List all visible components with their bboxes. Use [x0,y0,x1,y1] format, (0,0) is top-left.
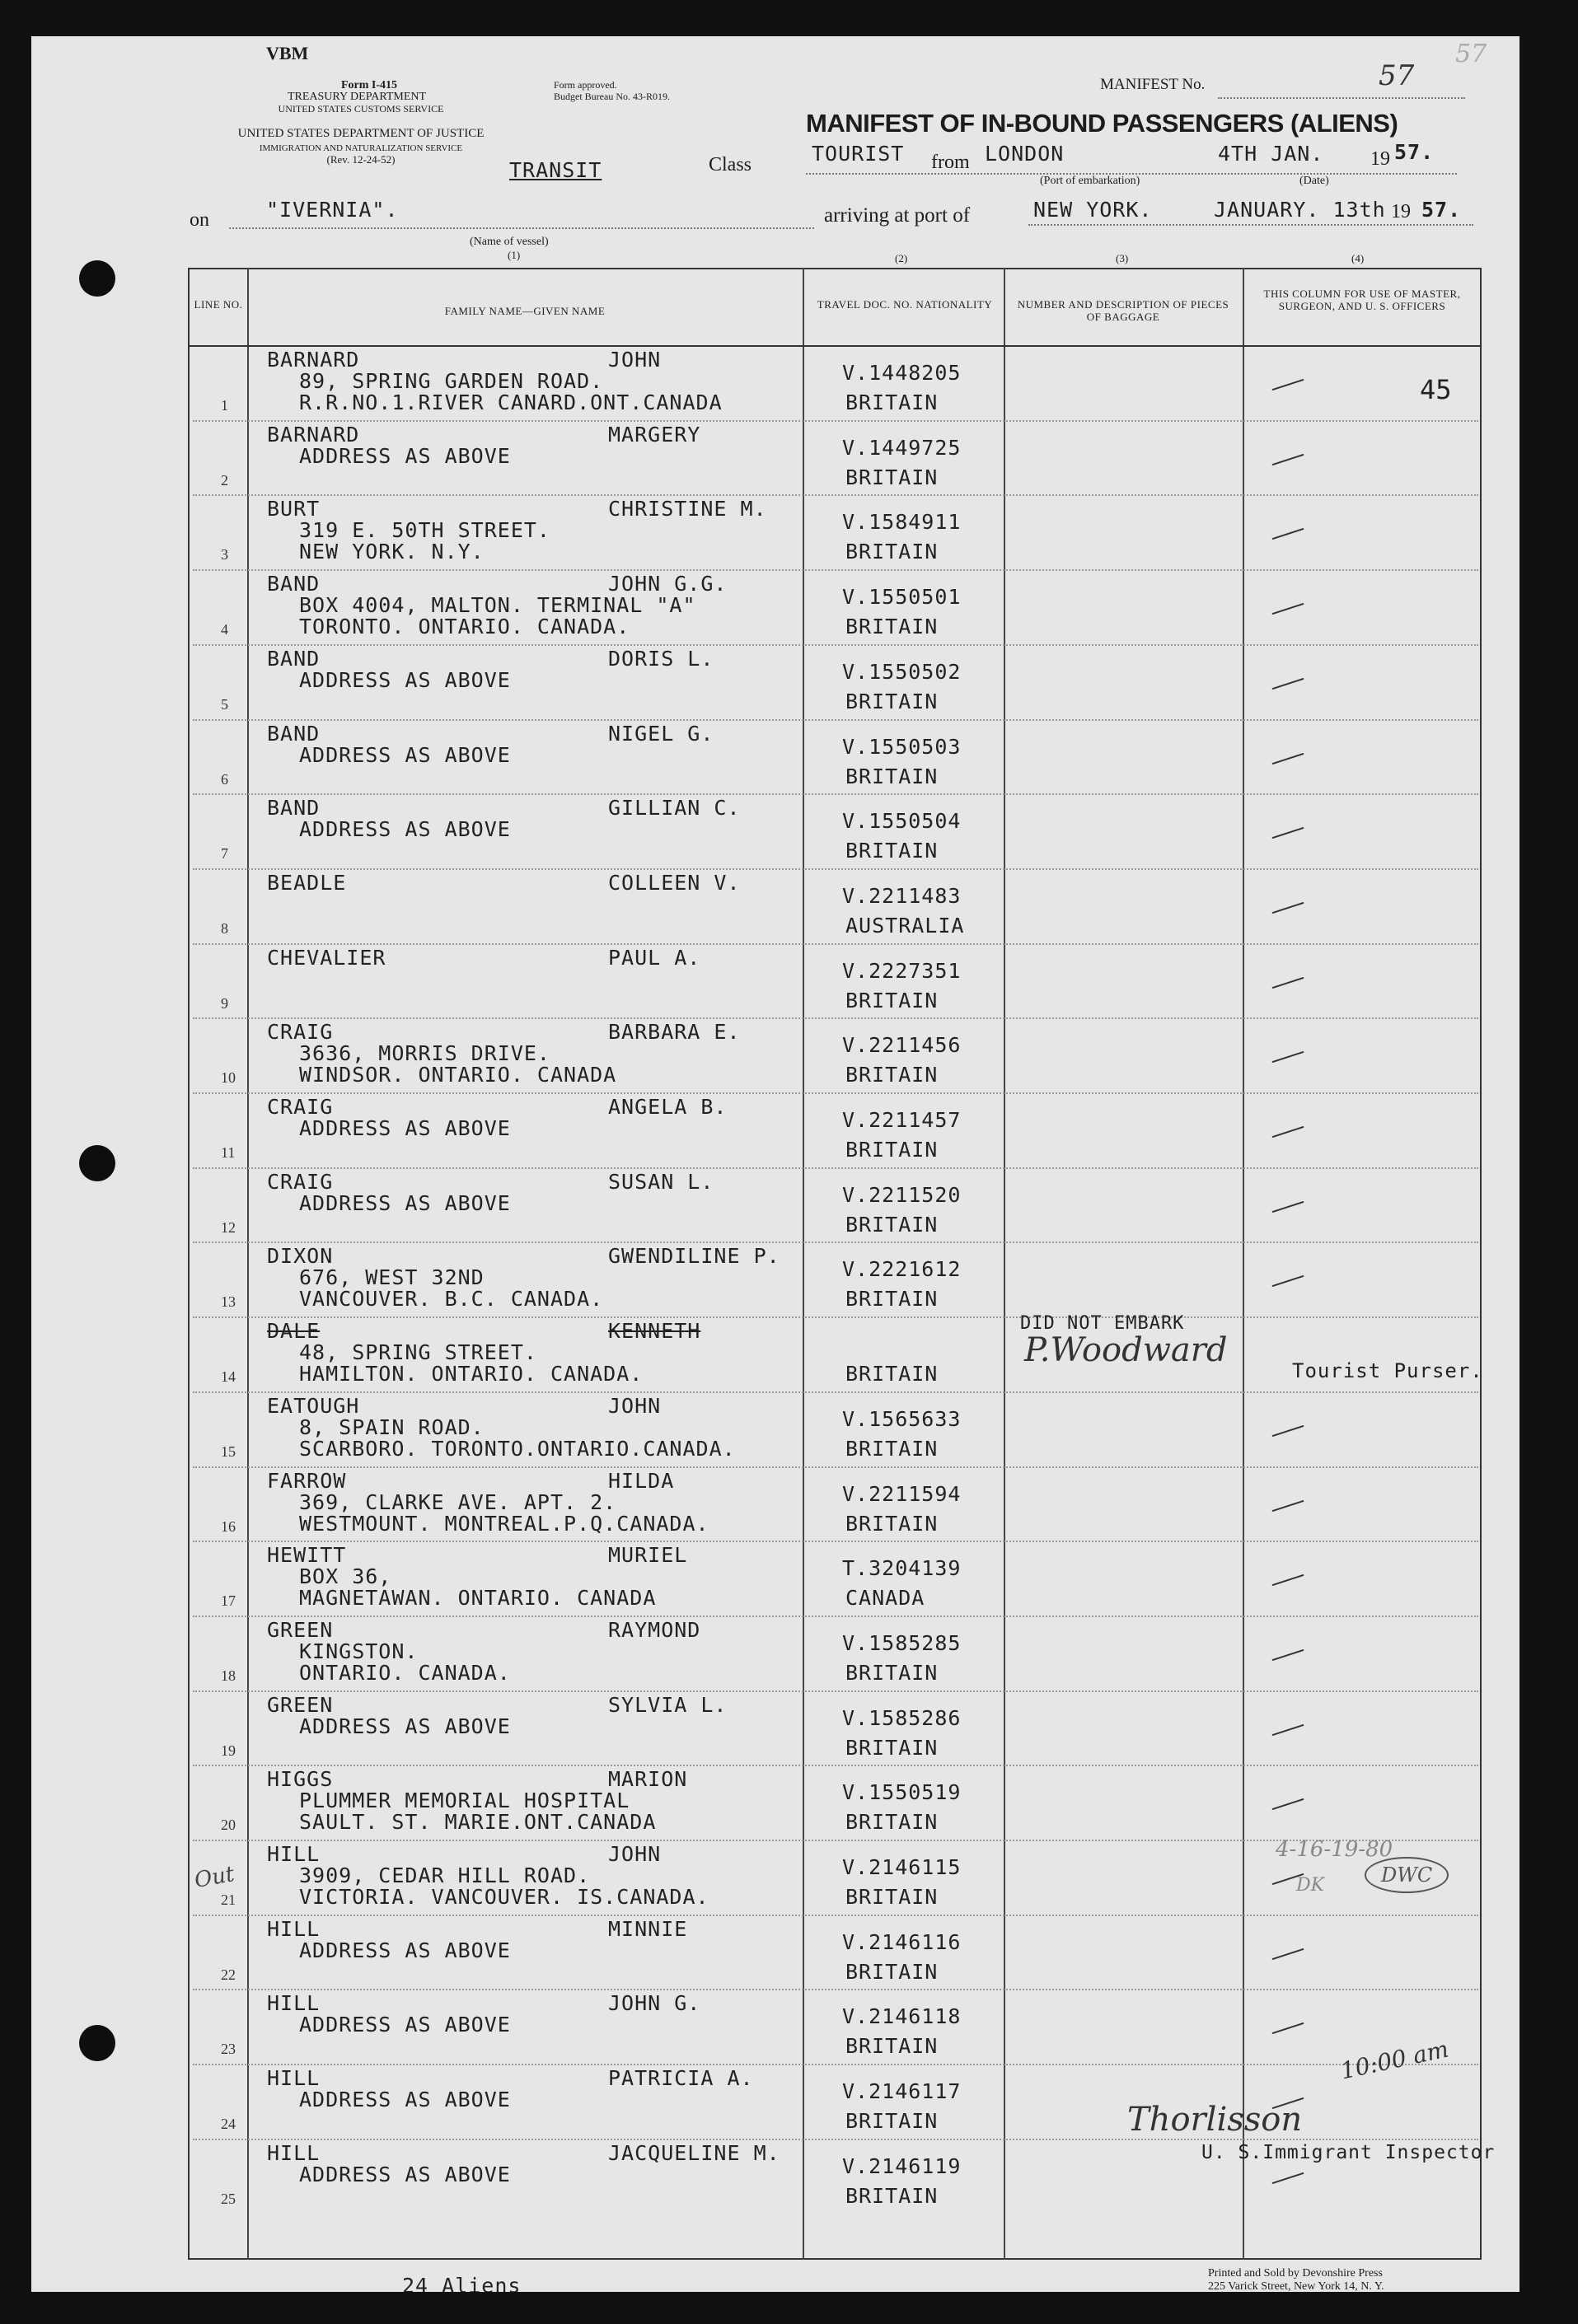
address-line-1: ADDRESS AS ABOVE [299,2013,511,2037]
officer-tick-mark [1272,1649,1304,1661]
nationality: BRITAIN [845,390,939,414]
officer-tick-mark [1272,976,1304,988]
nationality: BRITAIN [845,689,939,713]
officer-tick-mark [1272,678,1304,690]
nationality: BRITAIN [845,1810,939,1835]
address-line-2: VANCOUVER. B.C. CANADA. [299,1287,604,1312]
line-number: 18 [221,1667,236,1684]
travel-doc-no: V.2211483 [842,883,962,908]
punch-hole [79,260,115,297]
manifest-underline [1218,97,1465,99]
embark-date: 4TH JAN. [1218,142,1324,166]
vessel-rule [229,227,814,229]
family-name: HIGGS [267,1767,334,1792]
on-label: on [190,209,209,231]
arrival-rule [1028,224,1473,226]
address-line-2: MAGNETAWAN. ONTARIO. CANADA [299,1586,657,1611]
margin-note: Out [192,1862,236,1893]
family-name: BAND [267,646,321,671]
table-row [31,944,1519,1018]
row-divider [193,2064,1478,2066]
family-name: CRAIG [267,1095,334,1119]
address-line-2: NEW YORK. N.Y. [299,540,485,564]
address-line-1: 89, SPRING GARDEN ROAD. [299,369,604,393]
address-line-1: ADDRESS AS ABOVE [299,2088,511,2112]
travel-doc-no: V.2211456 [842,1033,962,1058]
line-number: 16 [221,1517,236,1535]
family-name: HILL [267,1991,321,2016]
nationality: BRITAIN [845,465,939,489]
address-line-1: 48, SPRING STREET. [299,1340,537,1365]
given-name: HILDA [608,1468,675,1493]
address-line-1: BOX 4004, MALTON. TERMINAL "A" [299,593,696,618]
nationality: BRITAIN [845,1212,939,1237]
table-row [31,1168,1519,1242]
line-number: 14 [221,1368,236,1386]
aliens-count: 24 Aliens [402,2274,522,2292]
officer-tick-mark [1272,1051,1304,1063]
class-label: Class [709,154,752,175]
given-name: BARBARA E. [608,1020,741,1045]
revision-date: (Rev. 12-24-52) [326,153,396,166]
table-row [31,570,1519,644]
travel-doc-no: V.2211594 [842,1481,962,1506]
officer-tick-mark [1272,827,1304,839]
address-line-1: ADDRESS AS ABOVE [299,2162,511,2186]
address-line-1: ADDRESS AS ABOVE [299,1938,511,1962]
col2-caption: (2) [895,252,908,264]
line-number: 13 [221,1293,236,1311]
table-row [31,1765,1519,1840]
address-line-1: ADDRESS AS ABOVE [299,667,511,692]
address-line-1: 3909, CEDAR HILL ROAD. [299,1863,591,1887]
travel-doc-no: T.3204139 [842,1556,962,1581]
row-divider [193,1915,1478,1917]
travel-doc-no: V.1448205 [842,361,962,385]
table-row [31,1467,1519,1541]
transit-label: TRANSIT [509,158,602,182]
table-row [31,1541,1519,1616]
row-divider [193,719,1478,722]
address-line-2: ONTARIO. CANADA. [299,1660,511,1685]
row-divider [193,644,1478,647]
table-row [31,869,1519,943]
manifest-title: MANIFEST OF IN-BOUND PASSENGERS (ALIENS) [806,109,1398,138]
col-header-baggage: NUMBER AND DESCRIPTION OF PIECES OF BAGGAGE [1017,298,1229,323]
row-divider [193,494,1478,497]
table-row [31,1392,1519,1466]
manifest-label: MANIFEST No. [1100,76,1206,93]
line-number: 17 [221,1592,236,1610]
family-name: DALE [267,1319,321,1344]
address-line-1: 676, WEST 32ND [299,1265,485,1290]
date-note: 4-16-19-80 [1276,1837,1393,1862]
nationality: BRITAIN [845,1885,939,1909]
row-divider [193,868,1478,871]
table-row [31,645,1519,719]
travel-doc-no: V.1550502 [842,659,962,684]
address-line-1: 8, SPAIN ROAD. [299,1415,485,1439]
officer-tick-mark [1272,1425,1304,1437]
col-header-travel: TRAVEL DOC. NO. NATIONALITY [817,298,993,311]
family-name: CRAIG [267,1169,334,1194]
col-header-officers: THIS COLUMN FOR USE OF MASTER, SURGEON, AND U. S. OFFICERS [1263,288,1461,312]
family-name: BARNARD [267,348,360,372]
given-name: NIGEL G. [608,721,714,746]
col3-caption: (3) [1116,252,1129,264]
family-name: DIXON [267,1244,334,1269]
address-line-2: R.R.NO.1.RIVER CANARD.ONT.CANADA [299,390,723,414]
travel-doc-no: V.2146119 [842,2153,962,2178]
address-line-2: WESTMOUNT. MONTREAL.P.Q.CANADA. [299,1511,709,1536]
travel-doc-no: V.1449725 [842,435,962,460]
treasury-dept: TREASURY DEPARTMENT [287,91,427,103]
did-not-embark: DID NOT EMBARK [1020,1313,1185,1334]
travel-doc-no: V.1584911 [842,510,962,535]
officer-tick-mark [1272,902,1304,914]
family-name: HILL [267,1842,321,1866]
nationality: AUSTRALIA [845,913,965,938]
arrival-port: NEW YORK. [1033,198,1153,222]
officer-tick-mark [1272,1798,1304,1810]
arrival-year: 57. [1421,198,1462,222]
address-line-1: PLUMMER MEMORIAL HOSPITAL [299,1789,630,1813]
officer-tick-mark [1272,1574,1304,1586]
row-divider [193,569,1478,572]
nationality: BRITAIN [845,839,939,863]
time-note: 10:00 am [1338,2035,1451,2085]
manifest-number-hand: 57 [1455,40,1487,68]
travel-doc-no: V.2211520 [842,1182,962,1207]
row-divider [193,1241,1478,1244]
table-row [31,794,1519,868]
embark-year: 57. [1394,140,1435,164]
nationality: BRITAIN [845,1362,939,1386]
row-divider [193,1391,1478,1394]
given-name: JACQUELINE M. [608,2140,780,2165]
officer-tick-mark [1272,752,1304,764]
address-line-2: TORONTO. ONTARIO. CANADA. [299,615,630,639]
line-number: 23 [221,2041,236,2058]
officer-tick-mark [1272,1126,1304,1138]
row-divider [193,420,1478,423]
officer-tick-mark [1272,2022,1304,2034]
officer-tick-mark [1272,603,1304,615]
purser-signature: P.Woodward [1024,1331,1228,1369]
printer-line-2: 225 Varick Street, New York 14, N. Y. [1208,2280,1384,2292]
address-line-1: ADDRESS AS ABOVE [299,742,511,767]
family-name: GREEN [267,1692,334,1717]
travel-doc-no: V.2227351 [842,958,962,983]
address-line-1: BOX 36, [299,1564,392,1589]
line-number: 19 [221,1742,236,1759]
port-embarkation: LONDON [985,142,1065,166]
family-name: HILL [267,2140,321,2165]
family-name: FARROW [267,1468,347,1493]
address-line-1: ADDRESS AS ABOVE [299,1116,511,1140]
given-name: PAUL A. [608,945,701,970]
travel-doc-no: V.2146116 [842,1929,962,1954]
officer-number: 45 [1420,374,1452,405]
nationality: BRITAIN [845,1735,939,1760]
address-line-2: HAMILTON. ONTARIO. CANADA. [299,1362,644,1386]
given-name: PATRICIA A. [608,2066,754,2091]
line-number: 3 [221,546,228,563]
travel-doc-no: V.2146118 [842,2004,962,2029]
line-number: 10 [221,1069,236,1087]
date-caption: (Date) [1299,175,1329,187]
form-code: VBM [266,43,309,63]
table-row [31,495,1519,569]
address-line-2: VICTORIA. VANCOUVER. IS.CANADA. [299,1885,709,1909]
given-name: MARION [608,1767,688,1792]
line-number: 25 [221,2190,236,2207]
address-line-1: 3636, MORRIS DRIVE. [299,1041,550,1066]
address-line-1: 369, CLARKE AVE. APT. 2. [299,1489,617,1514]
officer-tick-mark [1272,528,1304,540]
given-name: MURIEL [608,1543,688,1568]
col1-caption: (1) [508,249,521,261]
row-divider [193,943,1478,946]
nationality: BRITAIN [845,1138,939,1162]
given-name: JOHN [608,348,662,372]
travel-doc-no: V.1585285 [842,1630,962,1655]
nationality: CANADA [845,1586,925,1611]
line-number: 1 [221,397,228,414]
line-number: 15 [221,1443,236,1460]
given-name: SYLVIA L. [608,1692,728,1717]
travel-doc-no: V.2211457 [842,1108,962,1132]
manifest-number: 57 [1379,59,1415,92]
col-header-name: FAMILY NAME—GIVEN NAME [444,305,606,317]
family-name: BAND [267,796,321,821]
printer-line-1: Printed and Sold by Devonshire Press [1208,2267,1383,2280]
row-divider [193,1541,1478,1543]
tourist-purser: Tourist Purser. [1292,1359,1483,1382]
family-name: HILL [267,1916,321,1941]
travel-doc-no: V.1565633 [842,1406,962,1431]
given-name: MINNIE [608,1916,688,1941]
row-divider [193,1765,1478,1767]
dk-note: DK [1296,1875,1325,1896]
given-name: JOHN [608,1393,662,1418]
row-divider [193,1316,1478,1319]
budget-bureau: Budget Bureau No. 43-R019. [554,91,670,102]
customs-service: UNITED STATES CUSTOMS SERVICE [278,103,444,115]
table-row [31,1990,1519,2064]
arrival-year-prefix: 19 [1391,201,1411,222]
nationality: BRITAIN [845,1959,939,1984]
travel-doc-no: V.2146115 [842,1855,962,1879]
address-line-1: ADDRESS AS ABOVE [299,1190,511,1215]
address-line-1: ADDRESS AS ABOVE [299,1714,511,1738]
table-row [31,1915,1519,1990]
row-divider [193,1989,1478,1991]
arrival-date: JANUARY. 13th [1214,198,1386,222]
officer-tick-mark [1272,1723,1304,1735]
nationality: BRITAIN [845,1436,939,1461]
row-divider [193,1690,1478,1693]
col4-caption: (4) [1351,252,1365,264]
line-number: 12 [221,1218,236,1236]
line-number: 5 [221,695,228,713]
given-name: ANGELA B. [608,1095,728,1119]
given-name: SUSAN L. [608,1169,714,1194]
address-line-2: SCARBORO. TORONTO.ONTARIO.CANADA. [299,1436,736,1461]
form-approved: Form approved. [554,79,617,91]
line-number: 7 [221,845,228,863]
table-row [31,1093,1519,1167]
address-line-2: WINDSOR. ONTARIO. CANADA [299,1063,617,1087]
family-name: BEADLE [267,870,347,895]
inspector-title: U. S.Immigrant Inspector [1201,2142,1496,2163]
line-number: 20 [221,1817,236,1834]
row-divider [193,1092,1478,1095]
port-caption: (Port of embarkation) [1040,175,1140,187]
form-number: Form I-415 [340,79,398,91]
officer-tick-mark [1272,1275,1304,1287]
given-name: DORIS L. [608,646,714,671]
given-name: JOHN G.G. [608,572,728,596]
family-name: BAND [267,721,321,746]
given-name: RAYMOND [608,1617,701,1642]
travel-doc-no: V.1550504 [842,809,962,834]
given-name: GWENDILINE P. [608,1244,780,1269]
line-number: 4 [221,621,228,638]
row-divider [193,2139,1478,2141]
row-divider [193,1167,1478,1170]
line-number: 22 [221,1966,236,1983]
travel-doc-no: V.1550519 [842,1780,962,1805]
inspector-signature: Thorlisson [1127,2101,1303,2139]
row-divider [193,793,1478,796]
address-line-1: 319 E. 50TH STREET. [299,518,550,543]
family-name: GREEN [267,1617,334,1642]
given-name: COLLEEN V. [608,870,741,895]
line-number: 21 [221,1891,236,1908]
travel-doc-no: V.2221612 [842,1257,962,1282]
arriving-label: arriving at port of [824,204,971,227]
nationality: BRITAIN [845,1287,939,1312]
family-name: BAND [267,572,321,596]
table-row [31,720,1519,794]
class-value: TOURIST [812,142,905,166]
given-name: MARGERY [608,422,701,447]
family-name: EATOUGH [267,1393,360,1418]
given-name: GILLIAN C. [608,796,741,821]
table-row [31,1242,1519,1316]
officer-tick-mark [1272,1499,1304,1511]
family-name: HEWITT [267,1543,347,1568]
table-row [31,421,1519,495]
nationality: BRITAIN [845,2034,939,2059]
nationality: BRITAIN [845,615,939,639]
justice-dept: UNITED STATES DEPARTMENT OF JUSTICE [237,127,485,140]
travel-doc-no: V.2146117 [842,2079,962,2104]
circle-note: DWC [1365,1857,1449,1893]
travel-doc-no: V.1550503 [842,734,962,759]
table-row [31,1616,1519,1690]
address-line-1: KINGSTON. [299,1639,419,1663]
table-row [31,1691,1519,1765]
table-row [31,1018,1519,1092]
address-line-1: ADDRESS AS ABOVE [299,443,511,468]
address-line-1: ADDRESS AS ABOVE [299,817,511,842]
family-name: HILL [267,2066,321,2091]
travel-doc-no: V.1550501 [842,585,962,610]
line-number: 11 [221,1144,236,1161]
nationality: BRITAIN [845,2109,939,2134]
nationality: BRITAIN [845,1511,939,1536]
given-name: CHRISTINE M. [608,497,767,521]
line-number: 9 [221,994,228,1012]
family-name: CHEVALIER [267,945,386,970]
officer-tick-mark [1272,2172,1304,2184]
address-line-2: SAULT. ST. MARIE.ONT.CANADA [299,1810,657,1835]
family-name: BARNARD [267,422,360,447]
line-number: 2 [221,471,228,489]
row-divider [193,1017,1478,1020]
year-prefix: 19 [1370,148,1390,170]
travel-doc-no: V.1585286 [842,1705,962,1730]
vessel-name: "IVERNIA". [266,198,399,222]
given-name: JOHN G. [608,1991,701,2016]
given-name: JOHN [608,1842,662,1866]
family-name: BURT [267,497,321,521]
officer-tick-mark [1272,1948,1304,1960]
nationality: BRITAIN [845,2183,939,2208]
nationality: BRITAIN [845,764,939,788]
nationality: BRITAIN [845,540,939,564]
row-divider [193,1616,1478,1618]
family-name: CRAIG [267,1020,334,1045]
ins-service: IMMIGRATION AND NATURALIZATION SERVICE [259,143,463,153]
nationality: BRITAIN [845,988,939,1012]
line-number: 8 [221,919,228,937]
line-number: 24 [221,2116,236,2133]
row-divider [193,1466,1478,1469]
nationality: BRITAIN [845,1063,939,1087]
vessel-caption: (Name of vessel) [470,236,549,248]
officer-tick-mark [1272,1201,1304,1213]
officer-tick-mark [1272,379,1304,390]
col-header-line-no: LINE NO. [194,298,243,311]
line-number: 6 [221,770,228,788]
given-name: KENNETH [608,1319,701,1344]
nationality: BRITAIN [845,1660,939,1685]
officer-tick-mark [1272,454,1304,465]
from-label: from [931,152,970,173]
manifest-page [31,36,1519,2292]
table-row [31,346,1519,420]
